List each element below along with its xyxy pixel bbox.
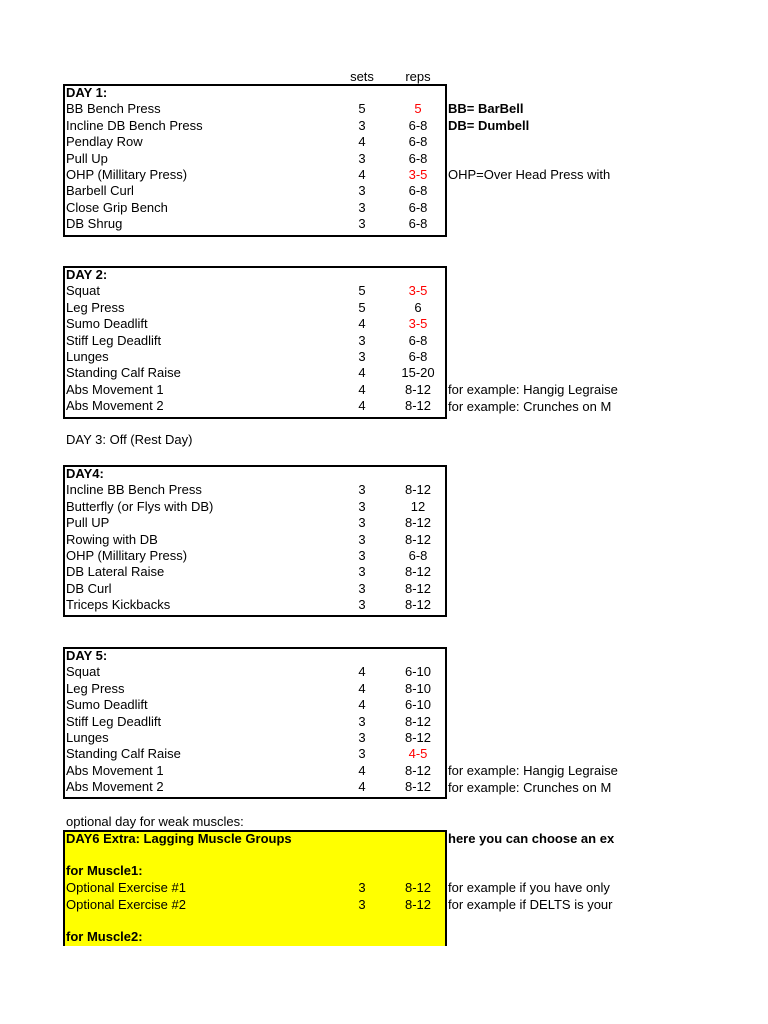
exercise-row [0,183,768,199]
day6-title-row [0,831,768,847]
exercise-reps: 3-5 [408,283,428,299]
day5-title: DAY 5: [66,648,108,663]
exercise-name: Leg Press [66,680,125,696]
exercise-name: DB Shrug [66,216,123,232]
exercise-sets: 4 [358,134,366,150]
exercise-name: Lunges [66,349,109,364]
day2-title-row [0,267,768,283]
exercise-name: DB Lateral Raise [66,564,165,580]
opt2-reps: 8-12 [404,897,432,912]
exercise-name: Pendlay Row [66,134,143,150]
note-ohp: OHP=Over Head Press with [448,167,611,182]
exercise-name: Abs Movement 2 [66,779,164,795]
note-row-db [0,118,768,134]
exercise-name: Pull UP [66,515,110,531]
exercise-sets: 4 [358,316,366,332]
day5-note-row-abs1 [0,763,768,779]
exercise-sets: 3 [358,580,366,596]
exercise-row [0,200,768,216]
exercise-reps: 4-5 [408,746,428,762]
exercise-name: Leg Press [66,299,125,315]
day6-title-note: here you can choose an ex [448,831,615,846]
day6-muscle2-row [0,929,768,945]
exercise-name: BB Bench Press [66,101,161,117]
exercise-row [0,681,768,697]
exercise-sets: 5 [358,299,366,315]
day6-muscle1: for Muscle1: [66,863,143,878]
exercise-reps: 8-10 [404,680,432,696]
exercise-reps: 6-8 [408,548,428,563]
note-row-bb [0,101,768,117]
day6-muscle2: for Muscle2: [66,929,143,944]
exercise-reps: 6-8 [408,332,428,348]
exercise-row [0,664,768,680]
exercise-sets: 3 [358,746,366,762]
sets-header: sets [350,69,374,84]
day2-note-row-abs2 [0,399,768,415]
exercise-reps: 6-8 [408,349,428,364]
exercise-reps: 8-12 [404,482,432,498]
note-abs1: for example: Hangig Legraise [448,382,618,397]
opt2-note: for example if DELTS is your [448,897,613,912]
day2-title: DAY 2: [66,267,108,282]
exercise-name: Standing Calf Raise [66,746,181,762]
exercise-reps: 6-8 [408,199,428,215]
exercise-row [0,316,768,332]
exercise-sets: 4 [358,365,366,381]
exercise-name: Lunges [66,730,109,745]
exercise-reps: 3-5 [408,316,428,332]
exercise-sets: 3 [358,199,366,215]
exercise-sets: 3 [358,713,366,729]
day6-opt2-row [0,897,768,913]
exercise-row [0,714,768,730]
note-barbell: BB= BarBell [448,101,524,117]
exercise-name: Stiff Leg Deadlift [66,332,162,348]
exercise-name: Rowing with DB [66,531,158,547]
exercise-row [0,515,768,531]
exercise-row [0,365,768,381]
exercise-row [0,548,768,564]
day3-row [0,432,768,448]
exercise-reps: 8-12 [404,580,432,596]
opt2-sets: 3 [358,897,366,912]
exercise-name: OHP (Millitary Press) [66,548,188,563]
opt1-name: Optional Exercise #1 [66,880,186,895]
exercise-row [0,134,768,150]
reps-header: reps [405,69,431,84]
day4-title-row [0,466,768,482]
exercise-sets: 5 [358,283,366,299]
exercise-reps: 6-10 [404,697,432,713]
exercise-row [0,283,768,299]
exercise-sets: 3 [358,349,366,364]
exercise-name: Triceps Kickbacks [66,597,171,613]
exercise-reps: 6-8 [408,183,428,199]
exercise-row [0,730,768,746]
exercise-reps: 12 [410,498,426,514]
exercise-sets: 4 [358,697,366,713]
exercise-reps: 8-12 [404,515,432,531]
day2-note-row-abs1 [0,382,768,398]
day5-note-row-abs2 [0,780,768,796]
exercise-sets: 3 [358,216,366,232]
exercise-row [0,564,768,580]
exercise-reps: 8-12 [404,381,432,397]
exercise-reps: 3-5 [408,167,428,182]
exercise-row [0,532,768,548]
exercise-reps: 8-12 [404,597,432,613]
exercise-sets: 4 [358,381,366,397]
column-header-row [0,69,768,85]
day6-muscle1-row [0,863,768,879]
exercise-reps: 8-12 [404,398,432,414]
note-row-ohp [0,167,768,183]
exercise-row [0,581,768,597]
exercise-sets: 4 [358,664,366,680]
day1-title: DAY 1: [66,85,108,100]
exercise-sets: 3 [358,597,366,613]
exercise-sets: 3 [358,531,366,547]
exercise-sets: 4 [358,680,366,696]
opt1-sets: 3 [358,880,366,895]
exercise-sets: 3 [358,332,366,348]
day1-title-row [0,85,768,101]
exercise-name: Close Grip Bench [66,199,168,215]
exercise-name: Pull Up [66,150,108,166]
exercise-row [0,333,768,349]
day6-intro-row [0,814,768,830]
exercise-reps: 6-8 [408,134,428,150]
day6-opt1-row [0,880,768,896]
exercise-sets: 3 [358,548,366,563]
exercise-name: Incline DB Bench Press [66,117,203,133]
exercise-name: Sumo Deadlift [66,697,148,713]
day5-note-abs2: for example: Crunches on M [448,780,612,795]
exercise-reps: 6-8 [408,150,428,166]
exercise-sets: 4 [358,779,366,795]
exercise-sets: 3 [358,564,366,580]
exercise-name: Squat [66,664,100,680]
exercise-sets: 5 [358,101,366,117]
opt1-reps: 8-12 [404,880,432,895]
exercise-row [0,697,768,713]
exercise-name: Standing Calf Raise [66,365,181,381]
exercise-name: Butterfly (or Flys with DB) [66,498,214,514]
exercise-sets: 3 [358,515,366,531]
exercise-name: Sumo Deadlift [66,316,148,332]
exercise-reps: 8-12 [404,564,432,580]
opt1-note: for example if you have only [448,880,610,895]
note-dumbell: DB= Dumbell [448,117,530,133]
exercise-name: Squat [66,283,100,299]
exercise-sets: 3 [358,183,366,199]
exercise-reps: 15-20 [401,365,435,381]
exercise-sets: 3 [358,482,366,498]
exercise-reps: 8-12 [404,531,432,547]
exercise-row [0,216,768,232]
exercise-reps: 8-12 [404,730,432,745]
exercise-row [0,499,768,515]
exercise-name: Abs Movement 1 [66,381,164,397]
exercise-name: Barbell Curl [66,183,134,199]
exercise-sets: 3 [358,498,366,514]
exercise-name: Stiff Leg Deadlift [66,713,162,729]
exercise-name: Incline BB Bench Press [66,482,202,498]
exercise-reps: 8-12 [404,762,432,778]
exercise-sets: 3 [358,150,366,166]
opt2-name: Optional Exercise #2 [66,897,186,912]
exercise-sets: 4 [358,167,366,182]
exercise-row [0,746,768,762]
exercise-reps: 6-8 [408,117,428,133]
exercise-name: Abs Movement 2 [66,398,164,414]
exercise-reps: 6-8 [408,216,428,232]
exercise-reps: 8-12 [404,779,432,795]
day4-title: DAY4: [66,466,104,481]
exercise-name: DB Curl [66,580,112,596]
day5-note-abs1: for example: Hangig Legraise [448,763,618,778]
exercise-name: OHP (Millitary Press) [66,167,188,182]
exercise-reps: 5 [414,101,422,117]
exercise-row [0,482,768,498]
day3-rest-day: DAY 3: Off (Rest Day) [66,432,193,447]
exercise-reps: 6 [414,299,422,315]
exercise-reps: 8-12 [404,713,432,729]
exercise-row [0,349,768,365]
day5-title-row [0,648,768,664]
exercise-row [0,151,768,167]
day6-title: DAY6 Extra: Lagging Muscle Groups [66,831,292,846]
exercise-reps: 6-10 [404,664,432,680]
exercise-sets: 3 [358,117,366,133]
exercise-row [0,597,768,613]
exercise-name: Abs Movement 1 [66,762,164,778]
note-abs2: for example: Crunches on M [448,399,612,414]
day6-intro: optional day for weak muscles: [66,814,244,829]
exercise-sets: 4 [358,762,366,778]
exercise-sets: 4 [358,398,366,414]
exercise-row [0,300,768,316]
exercise-sets: 3 [358,730,366,745]
